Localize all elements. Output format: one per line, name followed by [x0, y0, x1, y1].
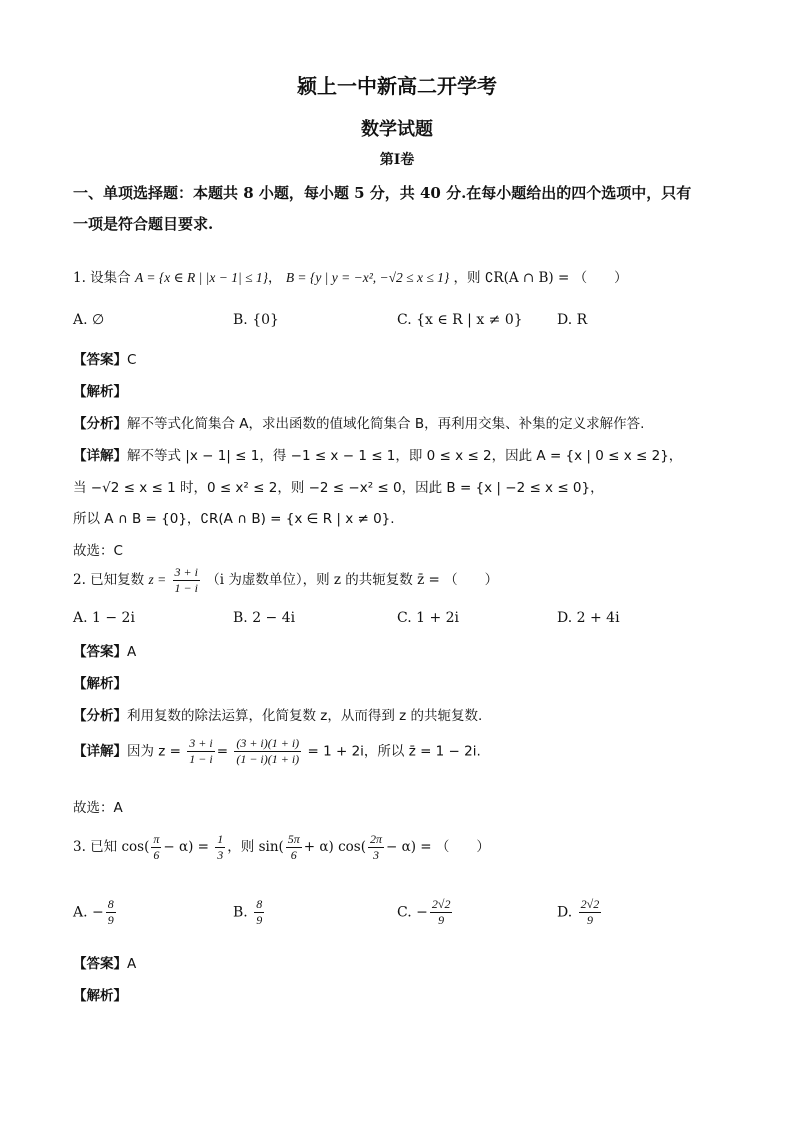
q2-xj-fraction-1	[187, 736, 214, 767]
q1-answer	[73, 348, 136, 368]
answer-label: 【答案】	[73, 352, 127, 368]
q3-mid1: − α) =	[163, 839, 209, 855]
q3-analysis-label	[73, 984, 127, 1004]
q2-analysis-label	[73, 672, 127, 692]
volume-label: 第Ⅰ卷	[379, 152, 415, 168]
q1-stem: 1. 设集合 A = {x ∈ R | |x − 1| ≤ 1}， B = {y | y = −x², −√2 ≤ x ≤ 1} ，则 ∁R(A ∩ B) = （ ）	[73, 270, 628, 286]
answer-value: A	[127, 644, 137, 660]
fraction-numerator: 2π	[369, 832, 382, 846]
option-fraction	[106, 897, 116, 928]
q2-fraction	[173, 565, 200, 596]
fraction-numerator: 8	[256, 897, 263, 911]
fraction-numerator: 5π	[287, 832, 300, 846]
q1-ask: ，则 ∁R(A ∩ B) = （ ）	[453, 270, 628, 286]
answer-label: 【答案】	[73, 644, 127, 660]
q3-answer	[73, 952, 136, 972]
q3-option-b	[233, 897, 266, 928]
analysis-label: 【解析】	[73, 676, 127, 692]
q1-option-c: C. {x ∈ R | x ≠ 0}	[397, 312, 523, 328]
q1-option-d: D. R	[557, 312, 588, 328]
option-sign: −	[416, 904, 428, 921]
xiangjie-label: 【详解】	[73, 743, 127, 760]
q1-option-a: A. ∅	[73, 312, 105, 328]
q3-option-c	[397, 897, 454, 928]
q1-fenxi	[73, 412, 644, 432]
q3-option-a	[73, 897, 118, 928]
option-label: C.	[397, 904, 412, 921]
fraction-denominator: 3	[372, 848, 379, 862]
fraction-denominator: 6	[153, 848, 160, 862]
q2-xj-fraction-2	[234, 736, 301, 767]
q2-fenxi	[73, 704, 482, 724]
xiangjie-label: 【详解】	[73, 448, 127, 464]
option-label: A.	[73, 904, 88, 921]
q2-z-eq: z =	[148, 572, 167, 587]
fenxi-text: 利用复数的除法运算，化简复数 z，从而得到 z 的共轭复数.	[127, 708, 483, 724]
section-instructions-line1: 一、单项选择题：本题共 8 小题，每小题 5 分，共 40 分.在每小题给出的四个选项中，只有	[73, 184, 692, 202]
fenxi-label: 【分析】	[73, 708, 127, 724]
option-fraction	[430, 897, 453, 928]
q2-option-a: A. 1 − 2i	[73, 610, 135, 626]
q3-frac-a	[151, 832, 161, 863]
option-fraction	[579, 897, 602, 928]
q2-option-d: D. 2 + 4i	[557, 610, 620, 626]
q3-tail: − α) = （ ）	[385, 839, 490, 855]
q2-fraction-numerator: 3 + i	[174, 565, 198, 579]
q2-rest: （i 为虚数单位），则 z 的共轭复数 z̄ = （ ）	[206, 572, 499, 588]
analysis-label: 【解析】	[73, 384, 127, 400]
option-label: D.	[557, 904, 573, 921]
answer-value: A	[127, 956, 137, 972]
q2-xiangjie: 【详解】因为 z = $\frac{3 + i}{1 - i}$ = $\frac{(3 + i)(1 + i)}{(1 - i)(1 + i)}$ = 1 + 2i，所以 z̄ = 1 − 2i.	[73, 736, 481, 766]
q3-frac-c	[368, 832, 384, 863]
q2-option-c: C. 1 + 2i	[397, 610, 460, 626]
q2-answer	[73, 640, 136, 660]
q3-stem: 3. 已知 cos( $\frac{\pi}{6}$ − α) = $\frac{1}{3}$ ，则 sin( $\frac{5\pi}{6}$ + α) cos( $\frac{2\pi}{3}$ − α) = （ ）	[73, 832, 490, 862]
q1-xiangjie-2: 当 −√2 ≤ x ≤ 1 时，0 ≤ x² ≤ 2，则 −2 ≤ −x² ≤ 0，因此 B = {x | −2 ≤ x ≤ 0}，	[73, 480, 604, 496]
q3-option-d	[557, 897, 603, 928]
fraction-denominator: 9	[107, 913, 114, 927]
answer-value: C	[127, 352, 137, 368]
q1-set-a: A = {x ∈ R | |x − 1| ≤ 1}	[134, 270, 269, 285]
q2-prefix: 2. 已知复数	[73, 572, 145, 588]
q2-stem	[73, 565, 498, 596]
fraction-numerator: 2√2	[580, 897, 600, 911]
q1-set-b: B = {y | y = −x², −√2 ≤ x ≤ 1}	[285, 270, 450, 285]
option-fraction	[254, 897, 264, 928]
q1-xiangjie-3: 所以 A ∩ B = {0}，∁R(A ∩ B) = {x ∈ R | x ≠ 0}.	[73, 511, 395, 527]
q1-xiangjie-1	[73, 444, 682, 464]
xiangjie-post: = 1 + 2i，所以 z̄ = 1 − 2i.	[307, 743, 481, 760]
q1-conclusion: 故选：C	[73, 543, 123, 559]
answer-label: 【答案】	[73, 956, 127, 972]
analysis-label: 【解析】	[73, 988, 127, 1004]
fraction-numerator: 2√2	[431, 897, 451, 911]
fraction-denominator: 1 − i	[189, 752, 213, 766]
q3-mid2: ，则 sin(	[227, 839, 284, 855]
option-sign: −	[92, 904, 104, 921]
option-label: B.	[233, 904, 248, 921]
fraction-numerator: 1	[217, 832, 224, 846]
fraction-denominator: 9	[438, 913, 445, 927]
xiangjie-pre: 因为 z =	[127, 743, 181, 760]
q1-prefix: 1. 设集合	[73, 270, 131, 286]
page-title: 颍上一中新高二开学考	[297, 74, 497, 98]
xiangjie-text-1: 解不等式 |x − 1| ≤ 1，得 −1 ≤ x − 1 ≤ 1，即 0 ≤ x ≤ 2，因此 A = {x | 0 ≤ x ≤ 2}，	[127, 448, 683, 464]
q3-frac-b	[286, 832, 302, 863]
q2-conclusion: 故选：A	[73, 800, 123, 816]
fraction-denominator: (1 − i)(1 + i)	[236, 752, 300, 766]
q2-option-b: B. 2 − 4i	[233, 610, 296, 626]
fenxi-text: 解不等式化简集合 A，求出函数的值域化简集合 B，再利用交集、补集的定义求解作答.	[127, 416, 645, 432]
fraction-denominator: 3	[217, 848, 224, 862]
q3-mid3: + α) cos(	[303, 839, 366, 855]
fraction-numerator: (3 + i)(1 + i)	[236, 736, 300, 750]
q2-fraction-denominator: 1 − i	[174, 581, 198, 595]
page-subtitle: 数学试题	[361, 119, 433, 140]
section-instructions-line2: 一项是符合题目要求.	[73, 215, 214, 233]
fraction-numerator: 8	[107, 897, 114, 911]
fraction-numerator: 3 + i	[189, 736, 213, 750]
fraction-denominator: 6	[290, 848, 297, 862]
q1-analysis-label	[73, 380, 127, 400]
fraction-numerator: π	[153, 832, 160, 846]
q3-frac-value	[215, 832, 225, 863]
q1-option-b: B. {0}	[233, 312, 279, 328]
fraction-denominator: 9	[256, 913, 263, 927]
fraction-denominator: 9	[586, 913, 593, 927]
q3-prefix: 3. 已知 cos	[73, 839, 145, 855]
fenxi-label: 【分析】	[73, 416, 127, 432]
